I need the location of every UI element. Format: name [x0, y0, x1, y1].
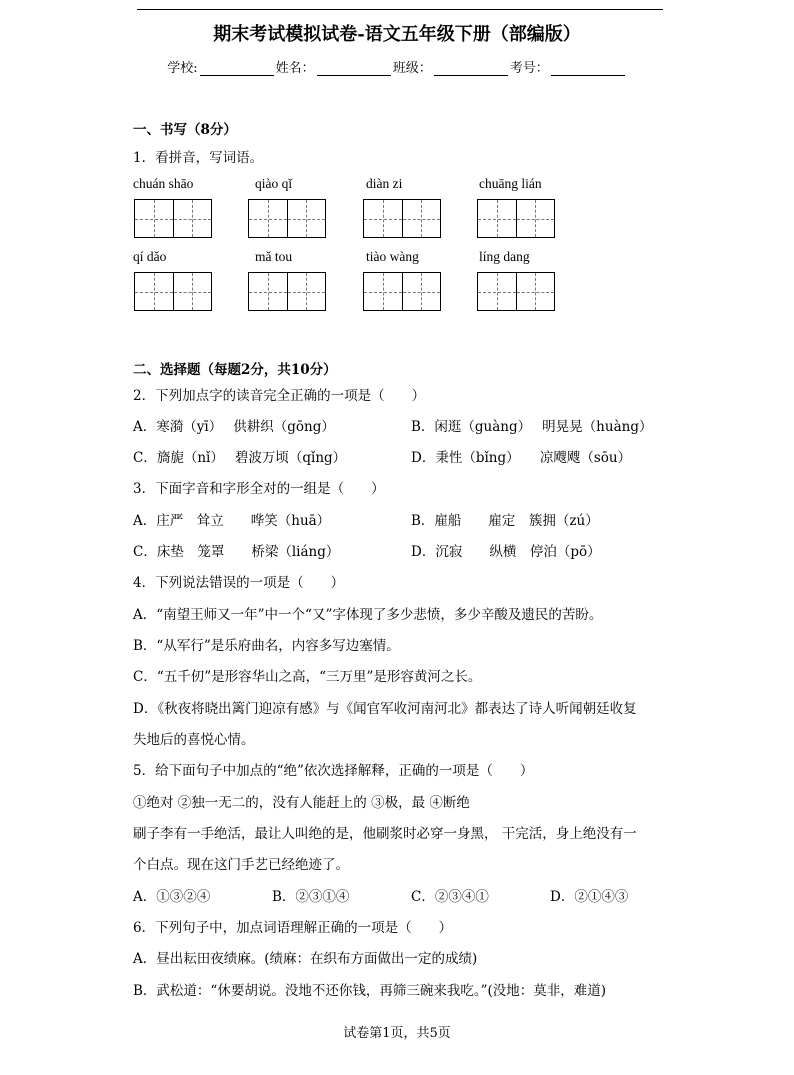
q5-option-b: B．②③①④ [272, 889, 350, 905]
name-label: 姓名： [275, 61, 315, 76]
q4-option-b: B．“从军行”是乐府曲名，内容多写边塞情。 [133, 638, 400, 654]
section2-heading: 二、选择题（每题2分，共10分） [133, 362, 337, 378]
exam-title: 期末考试模拟试卷-语文五年级下册（部编版） [213, 24, 581, 45]
q1-stem: 1．看拼音，写词语。 [133, 150, 264, 166]
q3-option-b: B．雇船 雇定 簇拥（zú） [411, 513, 599, 529]
pinyin-2: qiào qǐ [255, 176, 293, 191]
section1-heading: 一、书写（8分） [133, 122, 237, 138]
q4-option-d-line1: D．《秋夜将晓出篱门迎凉有感》与《闻官军收河南河北》都表达了诗人听闻朝廷收复 [133, 701, 637, 717]
q5-sentence-line1: 刷子李有一手绝活，最让人叫绝的是，他刷浆时必穿一身黑， 干完活，身上绝没有一 [133, 826, 637, 842]
pinyin-7: tiào wàng [366, 249, 419, 264]
writing-grid-5[interactable] [134, 272, 212, 311]
pinyin-3: diàn zi [366, 176, 403, 191]
school-blank[interactable] [200, 63, 274, 76]
q4-option-a: A．“南望王师又一年”中一个“又”字体现了多少悲愤，多少辛酸及遗民的苦盼。 [133, 607, 603, 623]
writing-grid-1[interactable] [134, 199, 212, 238]
student-info [0, 57, 794, 76]
pinyin-4: chuāng lián [479, 176, 542, 191]
number-blank[interactable] [551, 63, 625, 76]
q2-option-a: A．寒漪（yī） 供耕织（gōng） [133, 419, 335, 435]
name-blank[interactable] [317, 63, 391, 76]
q3-option-c: C．床垫 笼罩 桥梁（liáng） [133, 544, 340, 560]
q4-stem: 4．下列说法错误的一项是（ ） [133, 575, 345, 591]
writing-grid-2[interactable] [248, 199, 326, 238]
pinyin-6: mǎ tou [255, 249, 293, 264]
q2-option-b: B．闲逛（guàng） 明晃晃（huàng） [411, 419, 653, 435]
q5-option-c: C．②③④① [411, 889, 489, 905]
writing-grid-7[interactable] [363, 272, 441, 311]
q2-option-c: C．旖旎（nǐ） 碧波万顷（qǐng） [133, 450, 347, 466]
class-blank[interactable] [434, 63, 508, 76]
pinyin-5: qí dǎo [133, 249, 167, 264]
class-label: 班级： [392, 61, 432, 76]
q5-option-d: D．②①④③ [550, 889, 629, 905]
q6-option-b: B．武松道：“休要胡说。没地不还你钱，再筛三碗来我吃。”(没地：莫非，难道) [133, 983, 607, 999]
number-label: 考号： [509, 61, 549, 76]
writing-grid-4[interactable] [477, 199, 555, 238]
q6-option-a: A．昼出耘田夜绩麻。(绩麻：在织布方面做出一定的成绩) [133, 951, 478, 967]
q2-option-d: D．秉性（bǐng） 凉飕飕（sōu） [411, 450, 632, 466]
page-footer: 试卷第1页，共5页 [343, 1026, 451, 1041]
header-rule [137, 9, 663, 10]
q5-option-a: A．①③②④ [133, 889, 211, 905]
q3-option-a: A．庄严 耸立 哗笑（huā） [133, 513, 331, 529]
writing-grid-8[interactable] [477, 272, 555, 311]
q6-stem: 6．下列句子中，加点词语理解正确的一项是（ ） [133, 920, 453, 936]
q4-option-c: C．“五千仞”是形容华山之高，“三万里”是形容黄河之长。 [133, 669, 482, 685]
q5-meanings: ①绝对 ②独一无二的，没有人能赶上的 ③极，最 ④断绝 [133, 795, 470, 811]
q3-option-d: D．沉寂 纵横 停泊（pō） [411, 544, 601, 560]
school-label: 学校: [167, 61, 198, 76]
q3-stem: 3．下面字音和字形全对的一组是（ ） [133, 481, 385, 497]
writing-grid-3[interactable] [363, 199, 441, 238]
q4-option-d-line2: 失地后的喜悦心情。 [133, 732, 255, 748]
writing-grid-6[interactable] [248, 272, 326, 311]
q5-sentence-line2: 个白点。现在这门手艺已经绝迹了。 [133, 857, 349, 873]
pinyin-8: líng dang [479, 249, 530, 264]
pinyin-1: chuán shāo [133, 176, 194, 191]
q2-stem: 2．下列加点字的读音完全正确的一项是（ ） [133, 388, 426, 404]
q5-stem: 5．给下面句子中加点的“绝”依次选择解释，正确的一项是（ ） [133, 763, 534, 779]
